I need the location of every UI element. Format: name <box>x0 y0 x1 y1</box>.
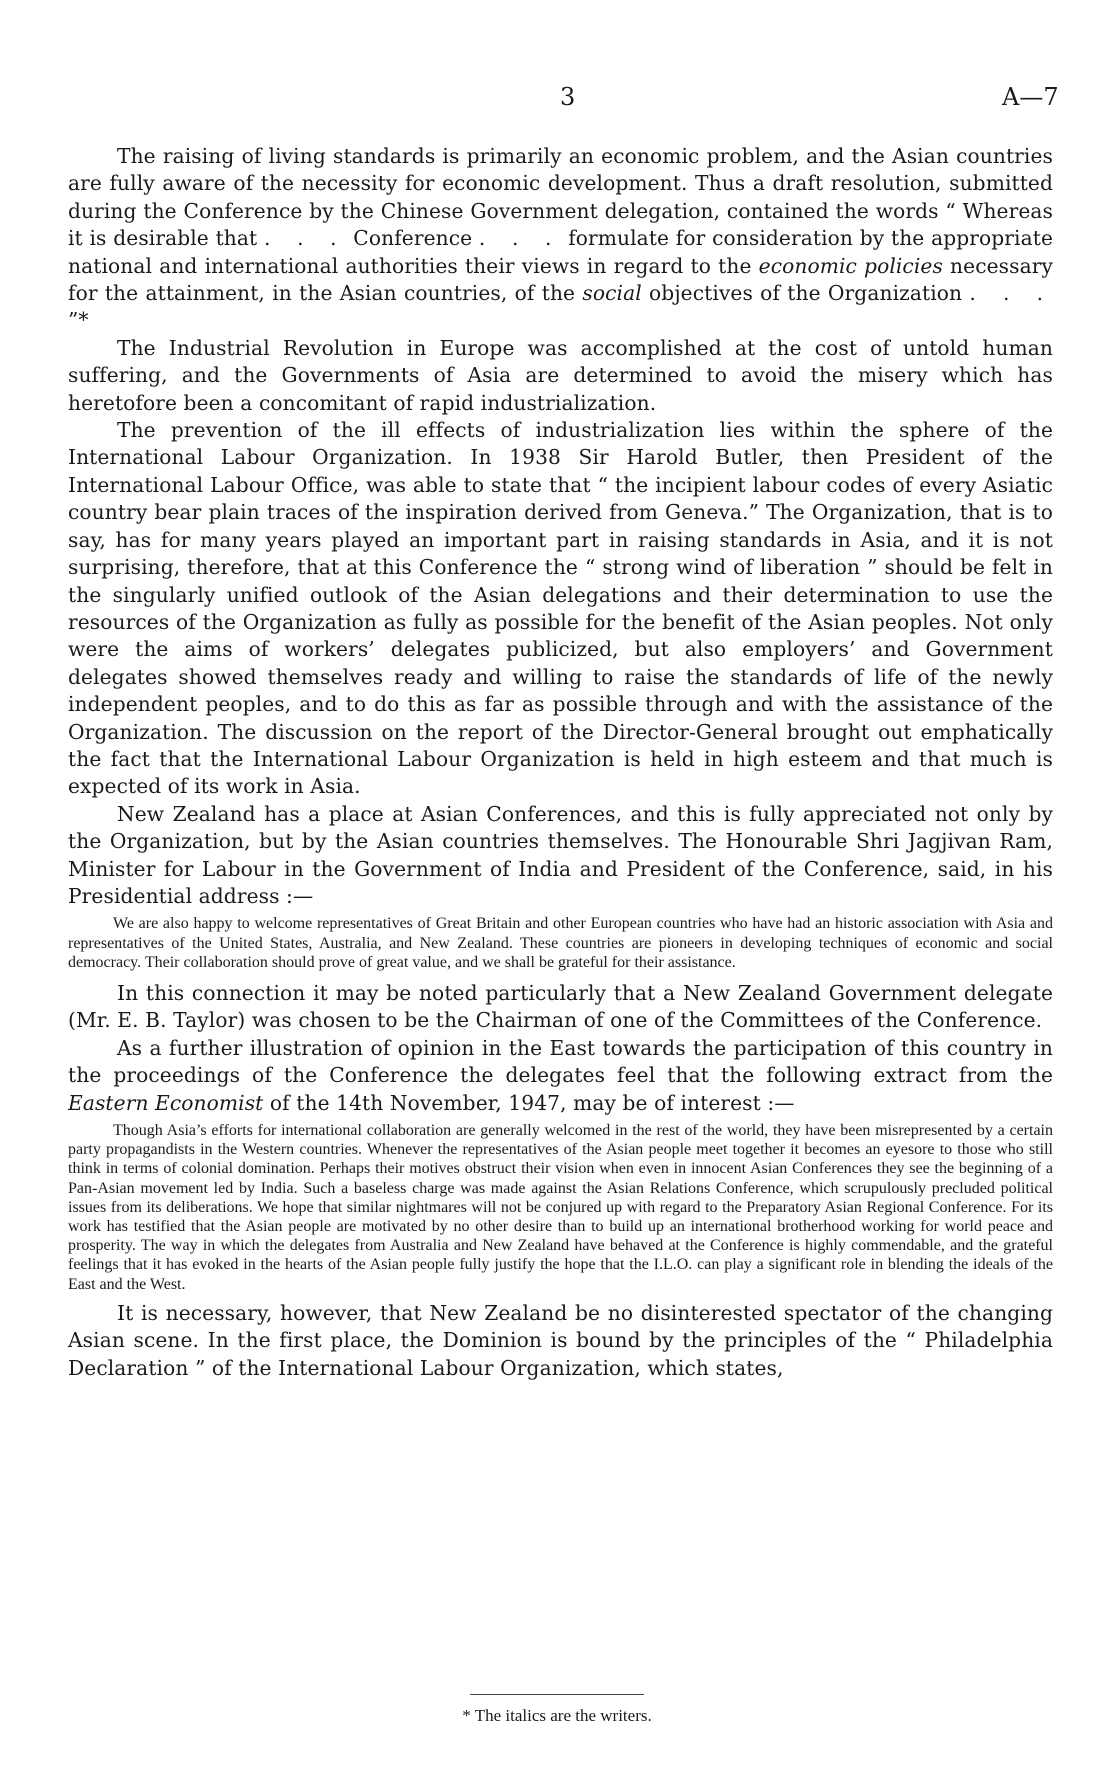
paragraph-living-standards <box>68 143 1053 335</box>
p1-text-h: ”* <box>68 308 89 333</box>
p1-italic-economic-policies: economic policies <box>758 253 943 278</box>
p1-italic-social: social <box>582 281 642 306</box>
page-number: 3 <box>560 83 576 111</box>
p6-text-c: of the 14th November, 1947, may be of interest :— <box>269 1090 795 1115</box>
body-text <box>68 143 1053 1382</box>
paragraph-philadelphia-declaration: It is necessary, however, that New Zealand be no disinterested spectator of the changing Asian scene. In the first place, the Dominion is bound by the principles of the “ Philadelphia Declaration ” of the International Labour Organization, which states, <box>68 1300 1053 1380</box>
p6-text-a: As a further illustration of opinion in the East towards the participation of this country in the proceedings of the Conference the delegates feel that the following extract from the <box>68 1035 1053 1088</box>
paragraph-industrial-revolution: The Industrial Revolution in Europe was accomplished at the cost of untold human suffering, and the Governments of Asia are determined to avoid the misery which has heretofore been a concomitant of rapid industrialization. <box>68 335 1053 415</box>
p1-text-c: formulate for consideration by the appropriate national and international authorities their views in regard to the <box>68 226 1053 278</box>
p1-text-e: necessary for the attainment, in the Asian countries, of the <box>68 253 1053 306</box>
p6-italic-eastern-economist: Eastern Economist <box>68 1090 264 1115</box>
footnote: * The italics are the writers. <box>462 1706 652 1725</box>
ellipsis: . . . <box>264 226 347 251</box>
ellipsis: . . . <box>969 281 1053 306</box>
eastern-economist-quote: Though Asia’s efforts for international collaboration are generally welcomed in the rest of the world, they have been misrepresented by a certain party propagandists in the Western countries. Whenever the representatives of the Asian people meet together it becomes an eyesore to those who still think in terms of colonial domination. Perhaps their motives obstruct their vision when even in innocent Asian Conferences they see the beginning of a Pan-Asian movement led by India. Such a baseless charge was made against the Asian Relations Conference, which scrupulously precluded political issues from its deliberations. We hope that similar nightmares will not be conjured up with regard to the Preparatory Asian Regional Conference. For its work has testified that the Asian people are motivated by no other desire than to build up an international brotherhood working for world peace and prosperity. The way in which the delegates from Australia and New Zealand have behaved at the Conference is highly commendable, and the grateful feelings that it has evoked in the hearts of the Asian people fully justify the hope that the I.L.O. can play a significant role in blending the ideals of the East and the West. <box>68 1122 1053 1293</box>
p1-text-g: objectives of the Organization <box>649 281 963 306</box>
footnote-divider <box>470 1694 644 1695</box>
paragraph-committee-chairman: In this connection it may be noted particularly that a New Zealand Government delegate (Mr. E. B. Taylor) was chosen to be the Chairman of one of the Committees of the Conference. <box>68 980 1053 1033</box>
p1-text-a: The raising of living standards is primarily an economic problem, and the Asian countries are fully aware of the necessity for economic development. Thus a draft resolution, submitted during the Conference by the Chinese Government delegation, contained the words “ Whereas it is desirable that <box>68 144 1053 251</box>
ellipsis: . . . <box>478 226 562 251</box>
p1-text-b: Conference <box>353 226 473 251</box>
document-reference: A—7 <box>1002 83 1059 111</box>
paragraph-new-zealand-place: New Zealand has a place at Asian Conferences, and this is fully appreciated not only by the Organization, but by the Asian countries themselves. The Honourable Shri Jagjivan Ram, Minister for Labour in the Government of India and President of the Conference, said, in his Presidential address :— <box>68 801 1053 908</box>
paragraph-eastern-economist-intro <box>68 1035 1053 1117</box>
presidential-address-quote: We are also happy to welcome representatives of Great Britain and other European countries who have had an historic association with Asia and representatives of the United States, Australia, and New Zealand. These countries are pioneers in developing techniques of economic and social democracy. Their collaboration should prove of great value, and we shall be grateful for their assistance. <box>68 915 1053 971</box>
paragraph-ilo-prevention: The prevention of the ill effects of industrialization lies within the sphere of the International Labour Organization. In 1938 Sir Harold Butler, then President of the International Labour Office, was able to state that “ the incipient labour codes of every Asiatic country bear plain traces of the inspiration derived from Geneva.” The Organization, that is to say, has for many years played an important part in raising standards in Asia, and it is not surprising, therefore, that at this Conference the “ strong wind of liberation ” should be felt in the singularly unified outlook of the Asian delegations and their determination to use the resources of the Organization as fully as possible for the benefit of the Asian peoples. Not only were the aims of workers’ delegates publicized, but also employers’ and Government delegates showed themselves ready and willing to raise the standards of life of the newly independent peoples, and to do this as far as possible through and with the assistance of the Organization. The discussion on the report of the Director-General brought out emphatically the fact that the International Labour Organization is held in high esteem and that much is expected of its work in Asia. <box>68 418 1053 799</box>
